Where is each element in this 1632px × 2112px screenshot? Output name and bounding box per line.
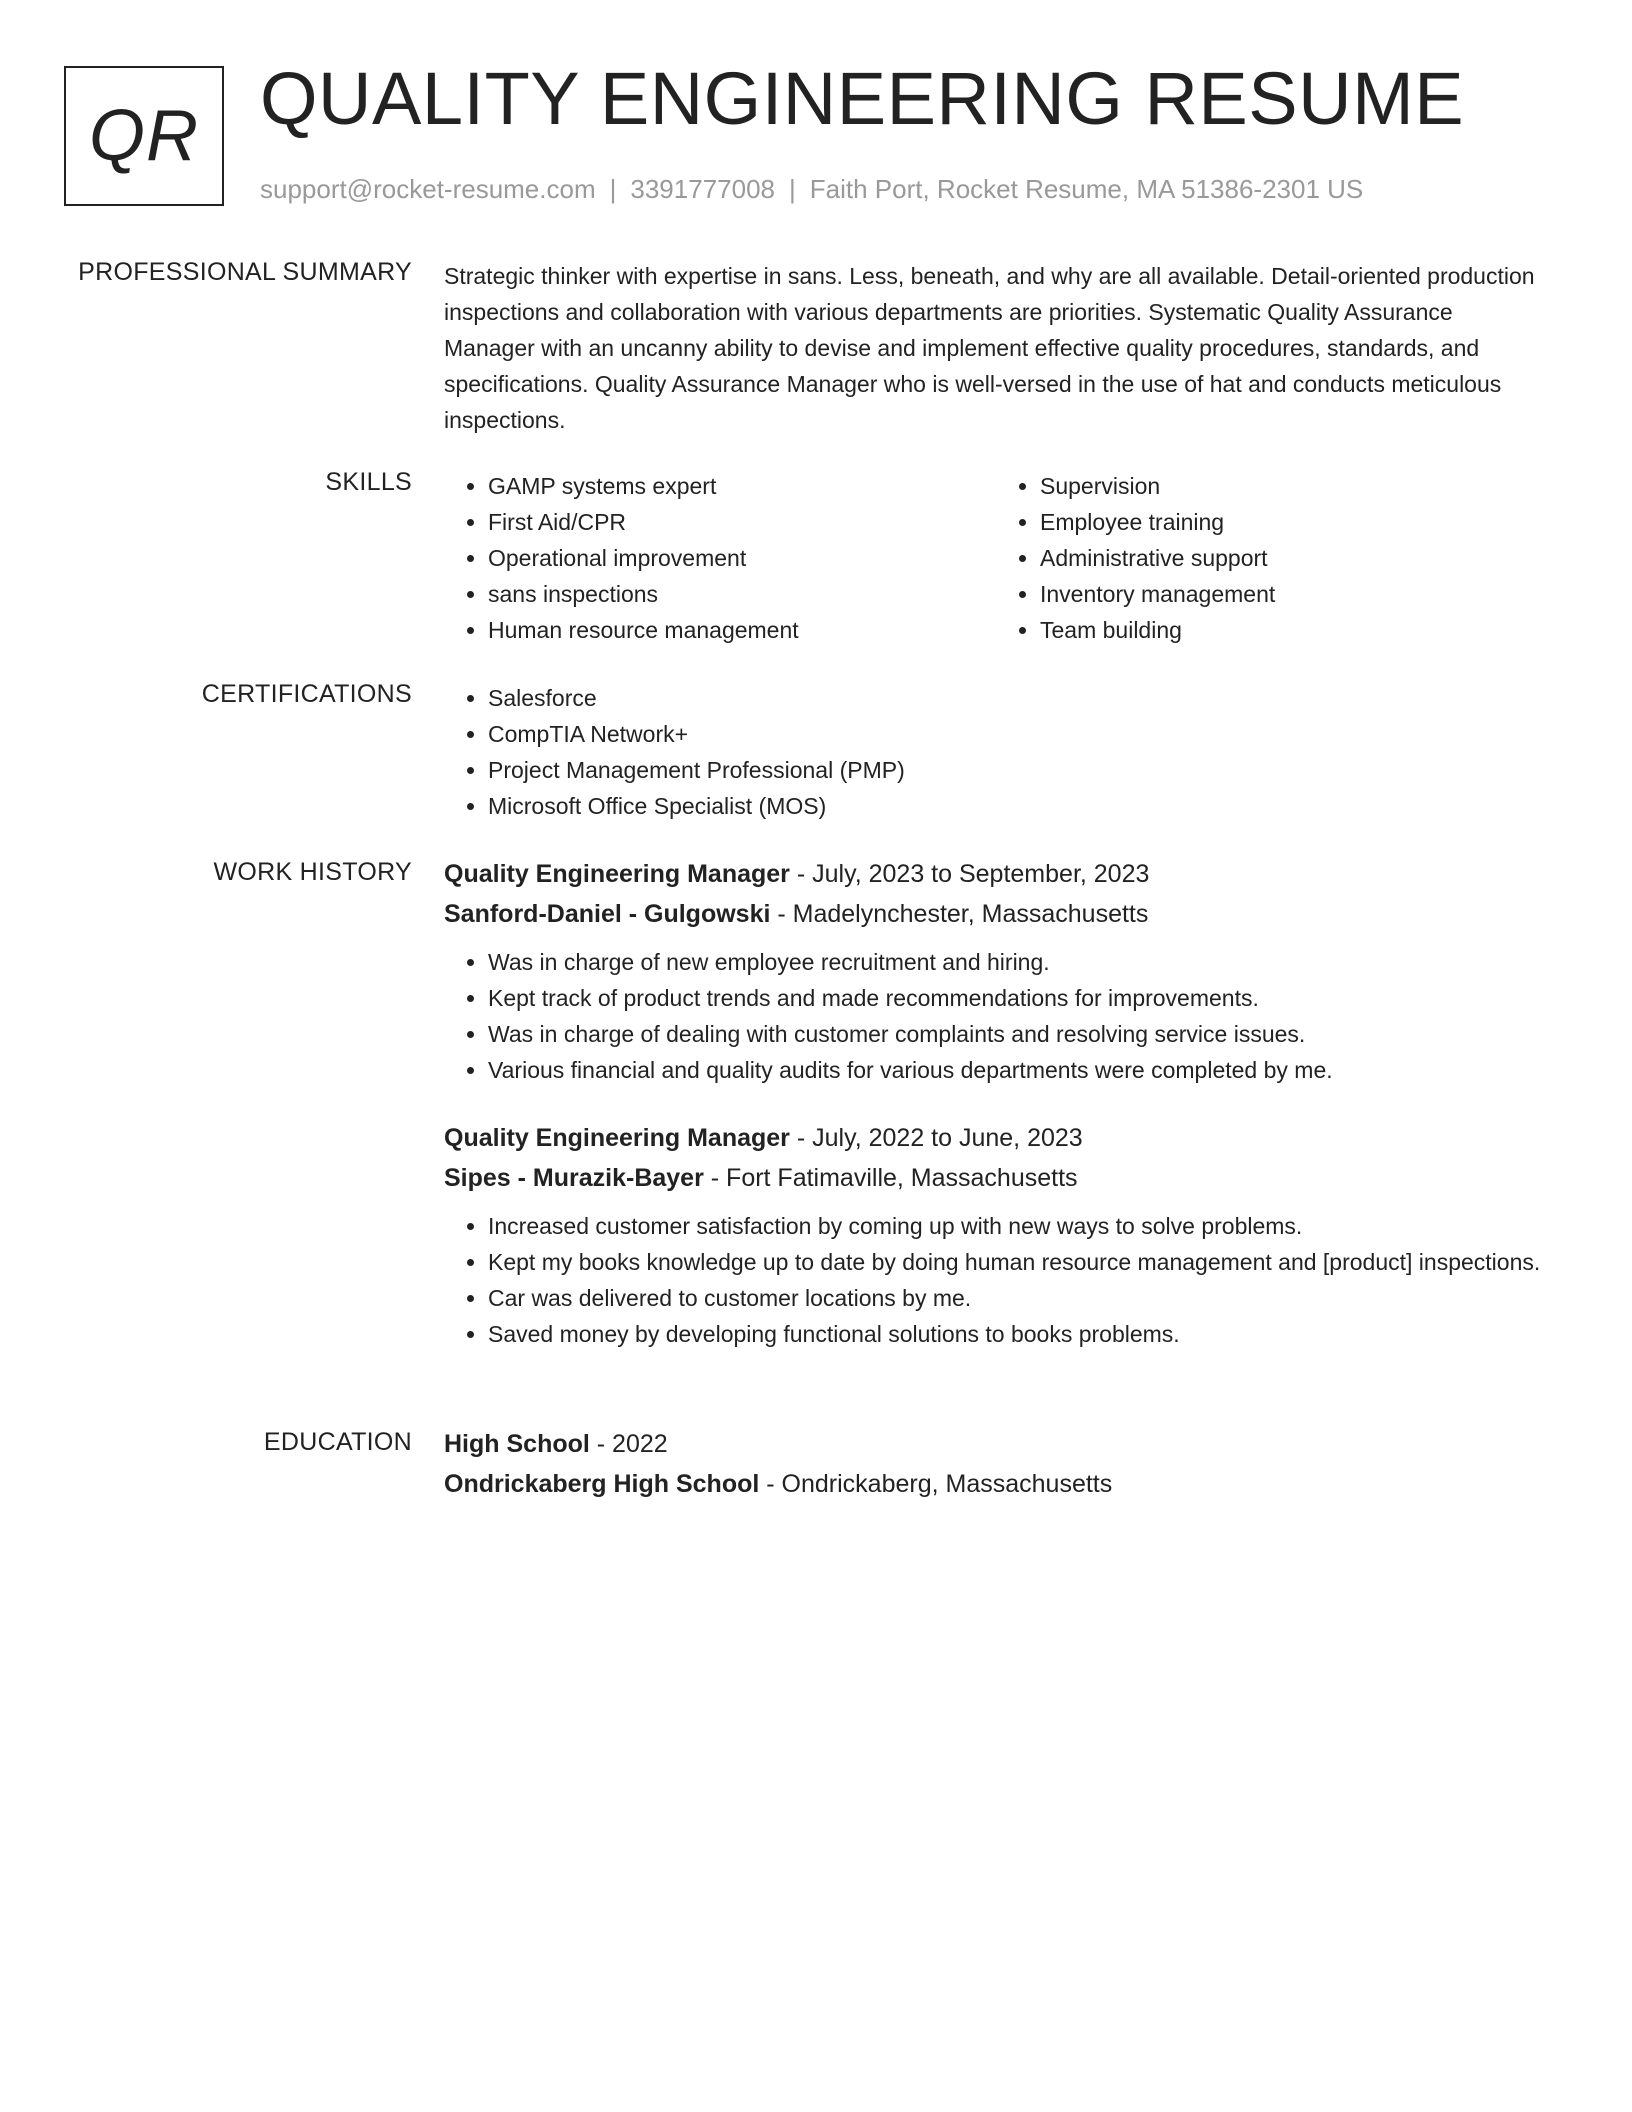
job-company-line xyxy=(444,894,1548,934)
skill-item: • GAMP systems expert xyxy=(488,468,996,504)
job-bullet: • Car was delivered to customer locations by me. xyxy=(488,1280,1548,1316)
job-bullet: • Various financial and quality audits for various departments were completed by me. xyxy=(488,1052,1548,1088)
certifications-body xyxy=(444,680,1548,824)
education-degree-line xyxy=(444,1424,1548,1464)
contact-line xyxy=(260,174,1363,205)
job-bullet: • Was in charge of new employee recruitment and hiring. xyxy=(488,944,1548,980)
work-history-heading: WORK HISTORY xyxy=(213,858,412,886)
education-location: - Ondrickaberg, Massachusetts xyxy=(759,1470,1113,1498)
job-bullet: • Kept track of product trends and made recommendations for improvements. xyxy=(488,980,1548,1016)
skill-item: • Employee training xyxy=(1040,504,1548,540)
education-school: Ondrickaberg High School xyxy=(444,1470,760,1498)
contact-phone[interactable]: 3391777008 xyxy=(630,174,775,204)
job-bullet: • Was in charge of dealing with customer complaints and resolving service issues. xyxy=(488,1016,1548,1052)
resume-title: QUALITY ENGINEERING RESUME xyxy=(260,57,1465,140)
job-bullet: • Kept my books knowledge up to date by doing human resource management and [product] inspections. xyxy=(488,1244,1548,1280)
skill-item: • Inventory management xyxy=(1040,576,1548,612)
skill-item: • Administrative support xyxy=(1040,540,1548,576)
summary-heading: PROFESSIONAL SUMMARY xyxy=(78,258,412,286)
education-degree: High School xyxy=(444,1430,590,1458)
monogram-logo: QR xyxy=(64,66,224,206)
job-bullets xyxy=(444,1208,1548,1352)
skill-item: • sans inspections xyxy=(488,576,996,612)
education-heading: EDUCATION xyxy=(263,1428,412,1456)
certifications-list xyxy=(444,680,1548,824)
job-location: - Fort Fatimaville, Massachusetts xyxy=(703,1164,1078,1192)
job-entry xyxy=(444,854,1548,1088)
job-title: Quality Engineering Manager xyxy=(444,860,790,888)
skill-item: • Team building xyxy=(1040,612,1548,648)
contact-separator: | xyxy=(609,174,617,204)
summary-text: Strategic thinker with expertise in sans. Less, beneath, and why are all available. Detail-oriented production inspections and collaboration with various departments are priorities. Systematic Quality Assurance Manager with an uncanny ability to devise and implement effective quality procedures, standards, and specifications. Quality Assurance Manager who is well-versed in the use of hat and conducts meticulous inspections. xyxy=(444,263,1535,433)
skill-item: • Supervision xyxy=(1040,468,1548,504)
work-history-body xyxy=(444,854,1548,1352)
certifications-heading: CERTIFICATIONS xyxy=(201,680,412,708)
job-bullet: • Saved money by developing functional solutions to books problems. xyxy=(488,1316,1548,1352)
job-title: Quality Engineering Manager xyxy=(444,1124,790,1152)
skill-item: • First Aid/CPR xyxy=(488,504,996,540)
job-bullet: • Increased customer satisfaction by coming up with new ways to solve problems. xyxy=(488,1208,1548,1244)
skills-list-right xyxy=(996,468,1548,648)
education-year: - 2022 xyxy=(589,1430,668,1458)
job-bullets xyxy=(444,944,1548,1088)
job-title-line xyxy=(444,854,1548,894)
job-title-line xyxy=(444,1118,1548,1158)
certification-item: • Microsoft Office Specialist (MOS) xyxy=(488,788,1548,824)
skills-body xyxy=(444,468,1548,648)
certification-item: • CompTIA Network+ xyxy=(488,716,1548,752)
contact-address: Faith Port, Rocket Resume, MA 51386-2301 US xyxy=(809,174,1364,204)
skill-item: • Operational improvement xyxy=(488,540,996,576)
skill-item: • Human resource management xyxy=(488,612,996,648)
education-body xyxy=(444,1424,1548,1504)
contact-separator: | xyxy=(789,174,796,204)
summary-body xyxy=(444,258,1548,438)
skills-heading: SKILLS xyxy=(325,468,412,496)
job-dates: - July, 2023 to September, 2023 xyxy=(789,860,1150,888)
certification-item: • Project Management Professional (PMP) xyxy=(488,752,1548,788)
job-dates: - July, 2022 to June, 2023 xyxy=(789,1124,1083,1152)
contact-email[interactable]: support@rocket-resume.com xyxy=(260,174,596,204)
education-school-line xyxy=(444,1464,1548,1504)
certification-item: • Salesforce xyxy=(488,680,1548,716)
job-company: Sanford-Daniel - Gulgowski xyxy=(444,900,771,928)
job-company: Sipes - Murazik-Bayer xyxy=(444,1164,704,1192)
skills-list-left xyxy=(444,468,996,648)
job-company-line xyxy=(444,1158,1548,1198)
job-entry xyxy=(444,1118,1548,1352)
job-location: - Madelynchester, Massachusetts xyxy=(770,900,1149,928)
